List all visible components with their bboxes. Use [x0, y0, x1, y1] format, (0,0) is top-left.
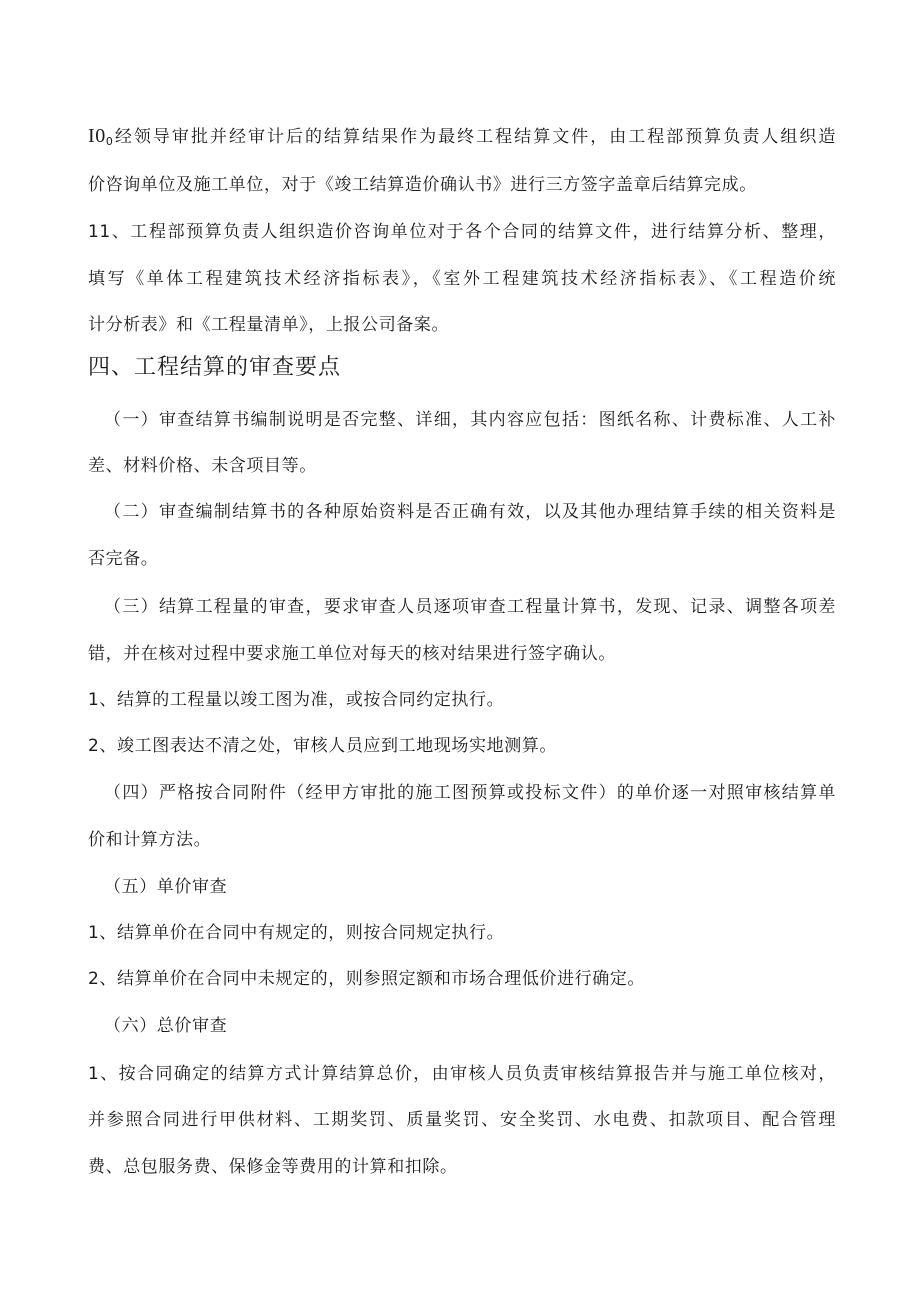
point-3-item-1: 1、结算的工程量以竣工图为准，或按合同约定执行。 [88, 690, 505, 710]
section-4-heading: 四、工程结算的审查要点 [88, 355, 342, 380]
point-3-line-2: 错，并在核对过程中要求施工单位对每天的核对结果进行签字确认。 [88, 644, 616, 664]
point-5-title: （五）单价审查 [104, 877, 228, 897]
point-4-line-2: 价和计算方法。 [88, 830, 212, 850]
point-3-line-1: （三）结算工程量的审查，要求审查人员逐项审查工程量计算书，发现、记录、调整各项差 [104, 597, 836, 617]
point-6-title: （六）总价审查 [104, 1016, 228, 1036]
point-5-item-1: 1、结算单价在合同中有规定的，则按合同规定执行。 [88, 923, 505, 943]
point-3-item-2: 2、竣工图表达不清之处，审核人员应到工地现场实地测算。 [88, 736, 558, 756]
point-5-item-2: 2、结算单价在合同中未规定的，则参照定额和市场合理低价进行确定。 [88, 969, 646, 989]
item-10-number: I0 [88, 125, 106, 147]
point-6-item-1-line-1: 1、按合同确定的结算方式计算结算总价，由审核人员负责审核结算报告并与施工单位核对， [88, 1064, 836, 1084]
item-10-text: 经领导审批并经审计后的结算结果作为最终工程结算文件，由工程部预算负责人组织造 [113, 127, 836, 147]
point-1-line-2: 差、材料价格、未含项目等。 [88, 456, 317, 476]
point-1-line-1: （一）审查结算书编制说明是否完整、详细，其内容应包括：图纸名称、计费标准、人工补 [104, 410, 836, 430]
item-10-line-1 [88, 124, 836, 154]
point-6-item-1-line-3: 费、总包服务费、保修金等费用的计算和扣除。 [88, 1157, 458, 1177]
item-11-line-1: 11、工程部预算负责人组织造价咨询单位对于各个合同的结算文件，进行结算分析、整理， [88, 222, 836, 242]
item-10-subscript: 0 [105, 135, 114, 148]
item-10-line-2: 价咨询单位及施工单位，对于《竣工结算造价确认书》进行三方签字盖章后结算完成。 [88, 175, 757, 195]
item-11-line-2: 填写《单体工程建筑技术经济指标表》，《室外工程建筑技术经济指标表》、《工程造价统 [88, 269, 836, 289]
point-2-line-1: （二）审查编制结算书的各种原始资料是否正确有效，以及其他办理结算手续的相关资料是 [104, 502, 836, 522]
point-2-line-2: 否完备。 [88, 549, 159, 569]
point-6-item-1-line-2: 并参照合同进行甲供材料、工期奖罚、质量奖罚、安全奖罚、水电费、扣款项目、配合管理 [88, 1110, 836, 1130]
item-11-line-3: 计分析表》和《工程量清单》，上报公司备案。 [88, 315, 450, 335]
point-4-line-1: （四）严格按合同附件（经甲方审批的施工图预算或投标文件）的单价逐一对照审核结算单 [104, 783, 836, 803]
